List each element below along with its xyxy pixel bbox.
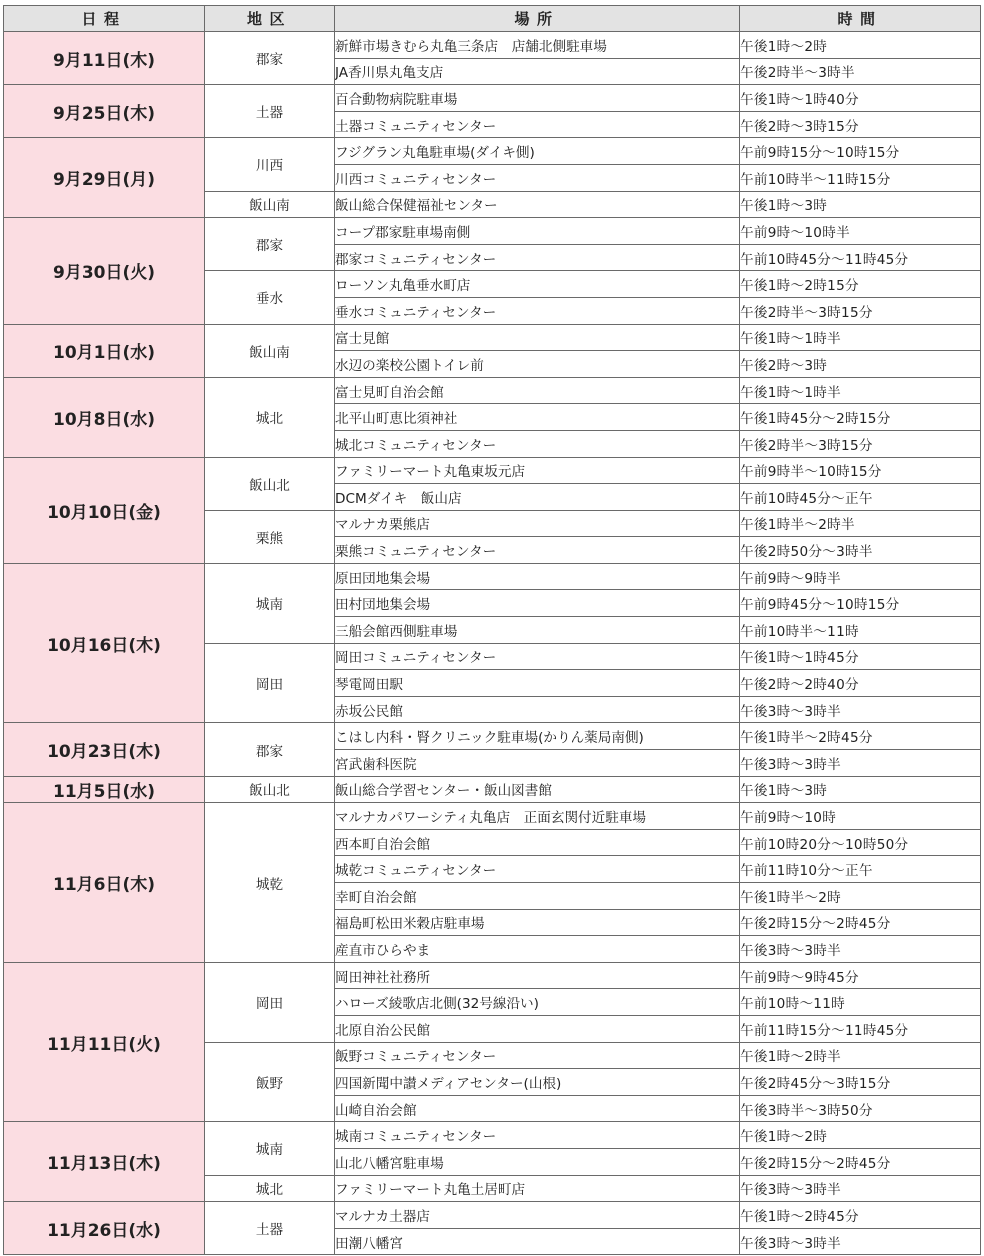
header-place: 場所 — [335, 6, 740, 32]
area-cell: 城北 — [205, 377, 335, 457]
time-cell: 午後1時～2時半 — [740, 1042, 981, 1069]
area-cell: 城南 — [205, 563, 335, 643]
time-cell: 午後2時45分～3時15分 — [740, 1069, 981, 1096]
place-cell: マルナカ栗熊店 — [335, 510, 740, 537]
place-cell: 水辺の楽校公園トイレ前 — [335, 351, 740, 378]
date-cell: 9月29日(月) — [4, 138, 205, 218]
place-cell: 産直市ひらやま — [335, 936, 740, 963]
time-cell: 午後3時半～3時50分 — [740, 1095, 981, 1122]
time-cell: 午前10時45分～正午 — [740, 484, 981, 511]
date-cell: 10月23日(木) — [4, 723, 205, 776]
time-cell: 午前9時～9時半 — [740, 563, 981, 590]
time-cell: 午前11時15分～11時45分 — [740, 1015, 981, 1042]
time-cell: 午前10時半～11時15分 — [740, 164, 981, 191]
place-cell: 城南コミュニティセンター — [335, 1122, 740, 1149]
date-cell: 10月1日(水) — [4, 324, 205, 377]
table-row — [4, 218, 981, 245]
table-row — [4, 776, 981, 803]
table-row — [4, 324, 981, 351]
place-cell: 山崎自治会館 — [335, 1095, 740, 1122]
time-cell: 午後3時～3時半 — [740, 1228, 981, 1255]
place-cell: 琴電岡田駅 — [335, 670, 740, 697]
date-cell: 11月6日(木) — [4, 803, 205, 963]
time-cell: 午後1時～2時 — [740, 1122, 981, 1149]
schedule-table — [3, 5, 981, 1255]
place-cell: 宮武歯科医院 — [335, 750, 740, 777]
place-cell: 北原自治公民館 — [335, 1015, 740, 1042]
time-cell: 午前9時～10時 — [740, 803, 981, 830]
time-cell: 午後2時15分～2時45分 — [740, 1148, 981, 1175]
table-row — [4, 138, 981, 165]
place-cell: 郡家コミュニティセンター — [335, 244, 740, 271]
area-cell: 城乾 — [205, 803, 335, 963]
header-row — [4, 6, 981, 32]
date-cell: 10月10日(金) — [4, 457, 205, 563]
place-cell: 富士見館 — [335, 324, 740, 351]
time-cell: 午後2時半～3時15分 — [740, 297, 981, 324]
place-cell: 田潮八幡宮 — [335, 1228, 740, 1255]
area-cell: 城北 — [205, 1175, 335, 1202]
place-cell: 福島町松田米穀店駐車場 — [335, 909, 740, 936]
table-row — [4, 723, 981, 750]
time-cell: 午後2時～3時 — [740, 351, 981, 378]
time-cell: 午後1時～1時45分 — [740, 643, 981, 670]
table-row — [4, 377, 981, 404]
place-cell: 垂水コミュニティセンター — [335, 297, 740, 324]
place-cell: ファミリーマート丸亀東坂元店 — [335, 457, 740, 484]
time-cell: 午後1時半～2時半 — [740, 510, 981, 537]
place-cell: 百合動物病院駐車場 — [335, 85, 740, 112]
table-row — [4, 1122, 981, 1149]
table-row — [4, 85, 981, 112]
place-cell: フジグラン丸亀駐車場(ダイキ側) — [335, 138, 740, 165]
place-cell: 新鮮市場きむら丸亀三条店 店舗北側駐車場 — [335, 32, 740, 59]
date-cell: 11月11日(火) — [4, 962, 205, 1122]
table-row — [4, 563, 981, 590]
date-cell: 11月13日(木) — [4, 1122, 205, 1202]
area-cell: 飯山南 — [205, 324, 335, 377]
time-cell: 午後1時～3時 — [740, 191, 981, 218]
place-cell: ファミリーマート丸亀土居町店 — [335, 1175, 740, 1202]
time-cell: 午後2時半～3時半 — [740, 58, 981, 85]
place-cell: 北平山町恵比須神社 — [335, 404, 740, 431]
time-cell: 午後2時15分～2時45分 — [740, 909, 981, 936]
time-cell: 午後1時～2時15分 — [740, 271, 981, 298]
time-cell: 午前11時10分～正午 — [740, 856, 981, 883]
time-cell: 午後2時半～3時15分 — [740, 430, 981, 457]
place-cell: 西本町自治会館 — [335, 829, 740, 856]
place-cell: 飯山総合学習センター・飯山図書館 — [335, 776, 740, 803]
place-cell: 三船会館西側駐車場 — [335, 617, 740, 644]
place-cell: ローソン丸亀垂水町店 — [335, 271, 740, 298]
area-cell: 垂水 — [205, 271, 335, 324]
area-cell: 飯野 — [205, 1042, 335, 1122]
date-cell: 9月25日(木) — [4, 85, 205, 138]
place-cell: 飯山総合保健福祉センター — [335, 191, 740, 218]
table-row — [4, 1202, 981, 1229]
area-cell: 岡田 — [205, 962, 335, 1042]
date-cell: 10月16日(木) — [4, 563, 205, 723]
place-cell: 原田団地集会場 — [335, 563, 740, 590]
place-cell: 岡田コミュニティセンター — [335, 643, 740, 670]
time-cell: 午後1時～2時 — [740, 32, 981, 59]
time-cell: 午前9時45分～10時15分 — [740, 590, 981, 617]
date-cell: 11月26日(水) — [4, 1202, 205, 1255]
time-cell: 午前10時～11時 — [740, 989, 981, 1016]
time-cell: 午後1時～2時45分 — [740, 1202, 981, 1229]
schedule-body — [4, 32, 981, 1255]
place-cell: DCMダイキ 飯山店 — [335, 484, 740, 511]
time-cell: 午前9時15分～10時15分 — [740, 138, 981, 165]
time-cell: 午前10時20分～10時50分 — [740, 829, 981, 856]
time-cell: 午前10時半～11時 — [740, 617, 981, 644]
time-cell: 午前9時～10時半 — [740, 218, 981, 245]
table-row — [4, 32, 981, 59]
area-cell: 土器 — [205, 1202, 335, 1255]
time-cell: 午後2時～3時15分 — [740, 111, 981, 138]
place-cell: 岡田神社社務所 — [335, 962, 740, 989]
date-cell: 11月5日(水) — [4, 776, 205, 803]
area-cell: 飯山北 — [205, 457, 335, 510]
place-cell: ハローズ綾歌店北側(32号線沿い) — [335, 989, 740, 1016]
place-cell: 土器コミュニティセンター — [335, 111, 740, 138]
time-cell: 午後1時～1時半 — [740, 324, 981, 351]
time-cell: 午前9時～9時45分 — [740, 962, 981, 989]
place-cell: 幸町自治会館 — [335, 883, 740, 910]
time-cell: 午後3時～3時半 — [740, 696, 981, 723]
area-cell: 飯山南 — [205, 191, 335, 218]
time-cell: 午後1時半～2時45分 — [740, 723, 981, 750]
date-cell: 9月11日(木) — [4, 32, 205, 85]
area-cell: 川西 — [205, 138, 335, 191]
area-cell: 城南 — [205, 1122, 335, 1175]
time-cell: 午後3時～3時半 — [740, 1175, 981, 1202]
time-cell: 午後2時50分～3時半 — [740, 537, 981, 564]
place-cell: コープ郡家駐車場南側 — [335, 218, 740, 245]
place-cell: 田村団地集会場 — [335, 590, 740, 617]
place-cell: 城北コミュニティセンター — [335, 430, 740, 457]
place-cell: 栗熊コミュニティセンター — [335, 537, 740, 564]
place-cell: 飯野コミュニティセンター — [335, 1042, 740, 1069]
area-cell: 郡家 — [205, 218, 335, 271]
time-cell: 午後3時～3時半 — [740, 936, 981, 963]
place-cell: JA香川県丸亀支店 — [335, 58, 740, 85]
date-cell: 9月30日(火) — [4, 218, 205, 324]
area-cell: 土器 — [205, 85, 335, 138]
time-cell: 午前9時半～10時15分 — [740, 457, 981, 484]
place-cell: 富士見町自治会館 — [335, 377, 740, 404]
header-area: 地区 — [205, 6, 335, 32]
place-cell: 赤坂公民館 — [335, 696, 740, 723]
time-cell: 午後1時45分～2時15分 — [740, 404, 981, 431]
area-cell: 栗熊 — [205, 510, 335, 563]
area-cell: 飯山北 — [205, 776, 335, 803]
table-row — [4, 457, 981, 484]
date-cell: 10月8日(水) — [4, 377, 205, 457]
place-cell: 城乾コミュニティセンター — [335, 856, 740, 883]
place-cell: マルナカパワーシティ丸亀店 正面玄関付近駐車場 — [335, 803, 740, 830]
header-time: 時間 — [740, 6, 981, 32]
area-cell: 郡家 — [205, 723, 335, 776]
place-cell: こはし内科・腎クリニック駐車場(かりん薬局南側) — [335, 723, 740, 750]
table-row — [4, 803, 981, 830]
place-cell: マルナカ土器店 — [335, 1202, 740, 1229]
time-cell: 午前10時45分～11時45分 — [740, 244, 981, 271]
time-cell: 午後1時半～2時 — [740, 883, 981, 910]
place-cell: 四国新聞中讃メディアセンター(山根) — [335, 1069, 740, 1096]
area-cell: 郡家 — [205, 32, 335, 85]
time-cell: 午後2時～2時40分 — [740, 670, 981, 697]
header-date: 日程 — [4, 6, 205, 32]
place-cell: 山北八幡宮駐車場 — [335, 1148, 740, 1175]
time-cell: 午後3時～3時半 — [740, 750, 981, 777]
time-cell: 午後1時～1時半 — [740, 377, 981, 404]
table-row — [4, 962, 981, 989]
place-cell: 川西コミュニティセンター — [335, 164, 740, 191]
area-cell: 岡田 — [205, 643, 335, 723]
time-cell: 午後1時～3時 — [740, 776, 981, 803]
time-cell: 午後1時～1時40分 — [740, 85, 981, 112]
